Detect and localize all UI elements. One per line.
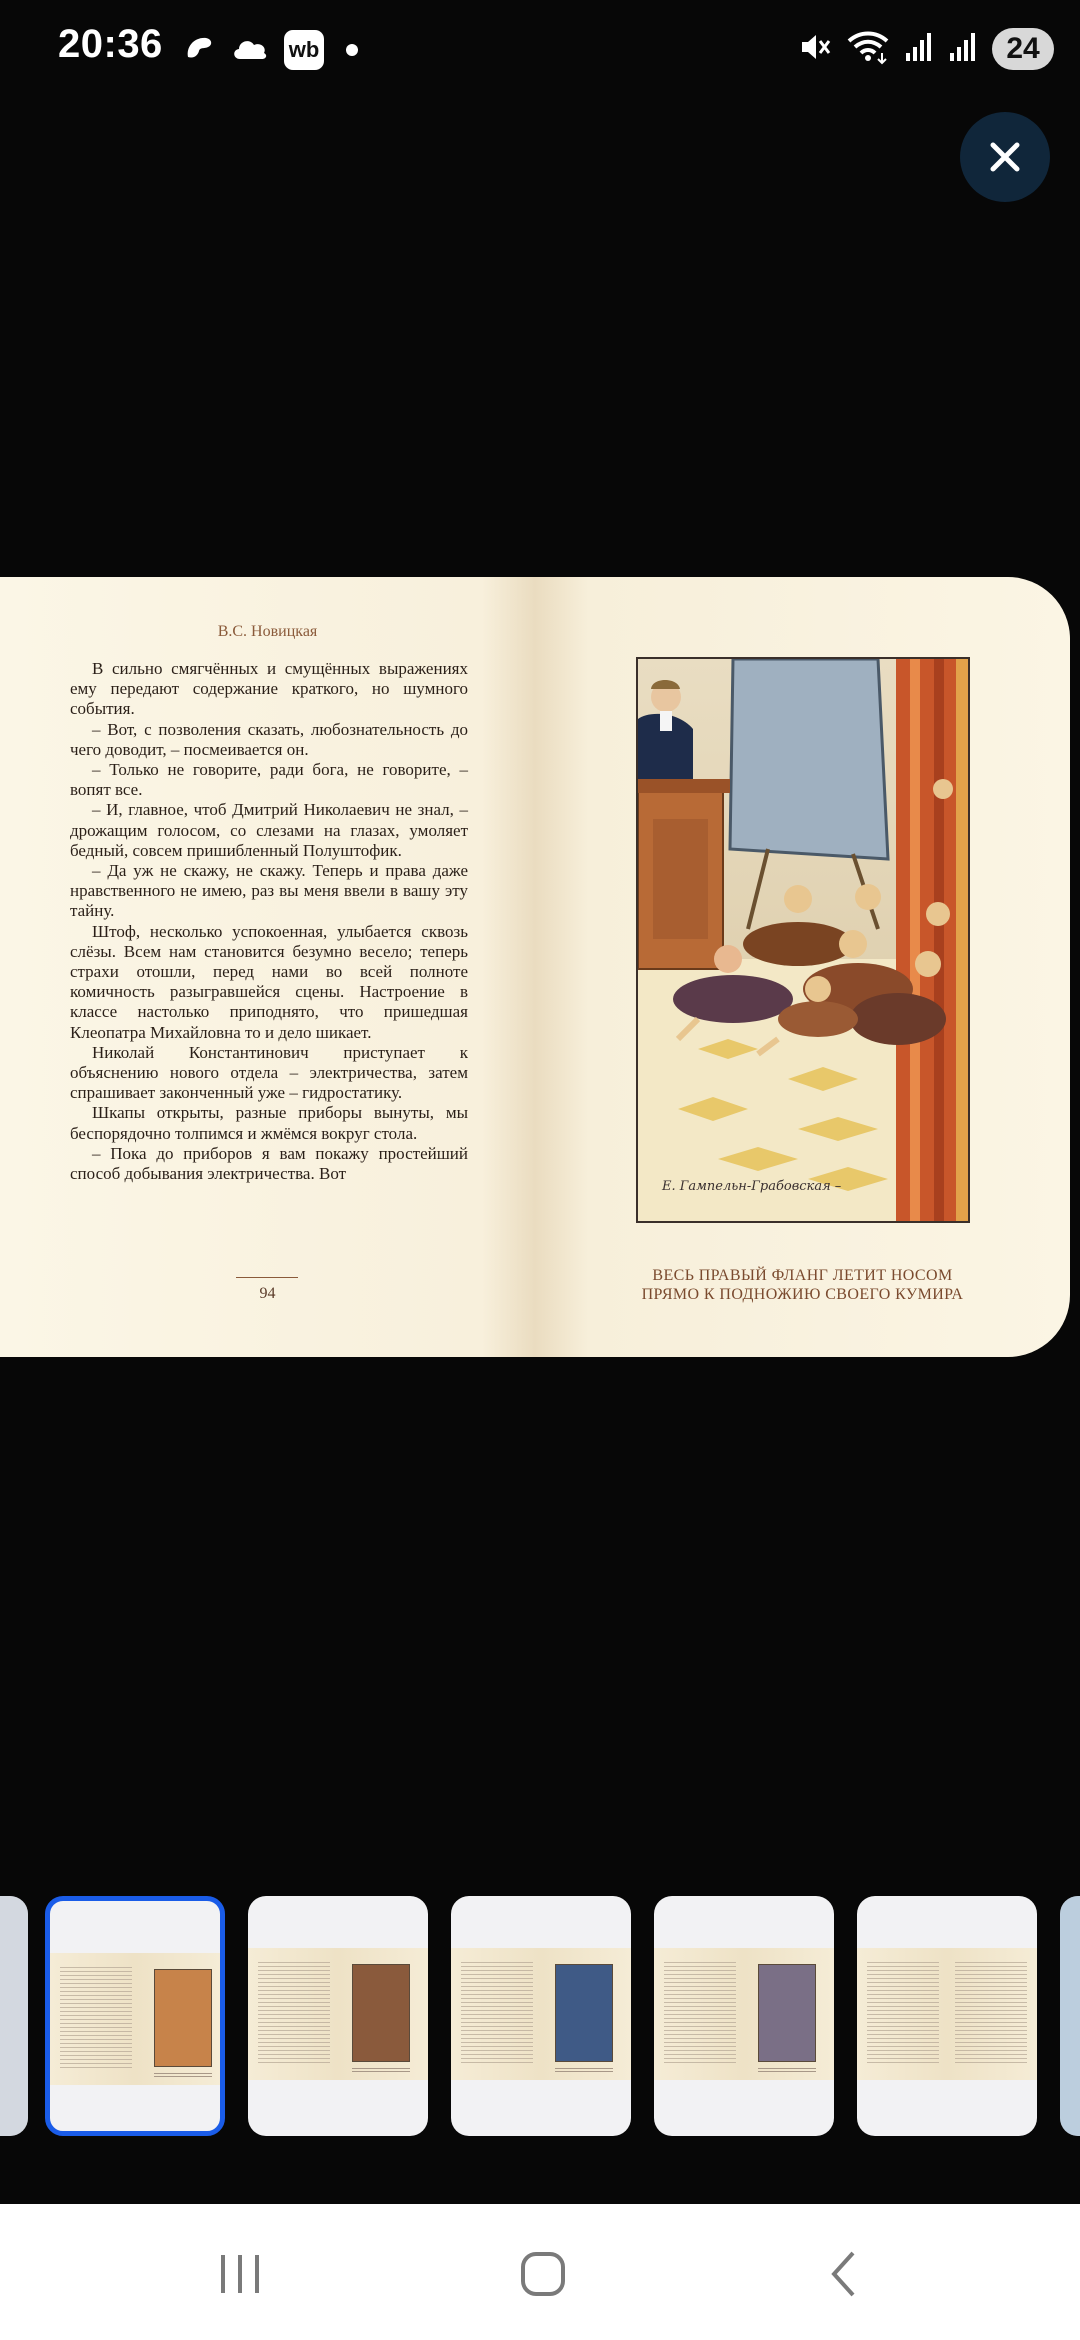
- back-icon: [820, 2249, 870, 2299]
- status-bar: [0, 0, 1080, 100]
- thumbnail-thumb-1[interactable]: [45, 1896, 225, 2136]
- thumbnail-spread: [857, 1948, 1037, 2080]
- mute-icon: [796, 29, 832, 69]
- text-paragraph: Штоф, несколько успокоенная, улыбается сквозь слёзы. Всем нам становится безумно весело; теперь страхи отошли, перед нами во всей полноте комичность разыгравшейся сцены. Настроение в классе настолько приподнято, что пришедшая Клеопатра Михайловна то и дело шикает.: [70, 921, 468, 1042]
- text-paragraph: – Пока до приборов я вам покажу простейший способ добывания электричества. Вот: [70, 1143, 468, 1184]
- book-left-page: [0, 577, 535, 1357]
- product-image[interactable]: [0, 577, 1070, 1357]
- text-paragraph: – И, главное, чтоб Дмитрий Николаевич не знал, – дрожащим голосом, со слезами на глазах, умоляет бедный, совсем пришибленный Полуштофик.: [70, 800, 468, 860]
- thumbnail-thumb-3[interactable]: [451, 1896, 631, 2136]
- close-icon: [988, 140, 1022, 174]
- wifi-icon: [846, 29, 890, 69]
- thumbnail-spread: [248, 1948, 428, 2080]
- thumbnail-illustration: [154, 1969, 212, 2067]
- messenger-icon: [182, 31, 216, 69]
- recent-apps-icon: [215, 2249, 265, 2299]
- thumbnail-illustration: [555, 1964, 613, 2062]
- status-time: 20:36: [58, 22, 163, 66]
- text-paragraph: Николай Константинович приступает к объяснению нового отдела – электричества, затем спрашивает законченный уже – гидростатику.: [70, 1042, 468, 1103]
- thumbnail-strip[interactable]: [0, 1896, 1080, 2136]
- status-right-icons: [796, 28, 1054, 70]
- text-paragraph: Шкапы открыты, разные приборы вынуты, мы беспорядочно толпимся и жмёмся вокруг стола.: [70, 1103, 468, 1143]
- thumbnail-spread: [451, 1948, 631, 2080]
- page-body-text: [70, 659, 468, 1184]
- text-paragraph: – Вот, с позволения сказать, любознательность до чего доводит, – посмеивается он.: [70, 719, 468, 759]
- back-button[interactable]: [795, 2234, 895, 2314]
- illustration-caption: [535, 1266, 1070, 1304]
- text-paragraph: – Да уж не скажу, не скажу. Теперь и права даже нравственного не имею, раз вы меня ввели в вашу эту тайну.: [70, 861, 468, 921]
- thumbnail-thumb-6[interactable]: [1060, 1896, 1080, 2136]
- page-number: 94: [259, 1285, 276, 1302]
- text-paragraph: – Только не говорите, ради бога, не говорите, – вопят все.: [70, 760, 468, 800]
- battery-level: 24: [992, 28, 1054, 70]
- thumbnail-thumb-5[interactable]: [857, 1896, 1037, 2136]
- caption-line: ВЕСЬ ПРАВЫЙ ФЛАНГ ЛЕТИТ НОСОМ: [652, 1267, 953, 1284]
- signal-icon: [948, 31, 978, 67]
- home-icon: [518, 2249, 568, 2299]
- thumbnail-spread: [50, 1953, 220, 2085]
- home-button[interactable]: [493, 2234, 593, 2314]
- thumbnail-thumb-2[interactable]: [248, 1896, 428, 2136]
- close-button[interactable]: [960, 112, 1050, 202]
- illustration-signature: Е. Гампельн-Грабовская –: [662, 1179, 842, 1194]
- notification-dot-icon: [346, 44, 358, 56]
- running-head: В.С. Новицкая: [217, 623, 318, 640]
- book-right-page: [535, 577, 1070, 1357]
- thumbnail-thumb-0[interactable]: [0, 1896, 28, 2136]
- thumbnail-illustration: [352, 1964, 410, 2062]
- text-paragraph: В сильно смягчённых и смущённых выражениях ему передают содержание краткого, но шумного события.: [70, 659, 468, 719]
- caption-line: ПРЯМО К ПОДНОЖИЮ СВОЕГО КУМИРА: [641, 1286, 964, 1303]
- cloud-icon: [230, 33, 270, 67]
- thumbnail-illustration: [758, 1964, 816, 2062]
- wb-app-icon: wb: [284, 30, 324, 70]
- book-illustration: [636, 657, 970, 1223]
- status-left-icons: [182, 30, 358, 70]
- recent-apps-button[interactable]: [190, 2234, 290, 2314]
- thumbnail-thumb-4[interactable]: [654, 1896, 834, 2136]
- page-number-rule: [236, 1277, 298, 1278]
- signal-icon: [904, 31, 934, 67]
- system-navigation-bar: [0, 2204, 1080, 2340]
- thumbnail-spread: [654, 1948, 834, 2080]
